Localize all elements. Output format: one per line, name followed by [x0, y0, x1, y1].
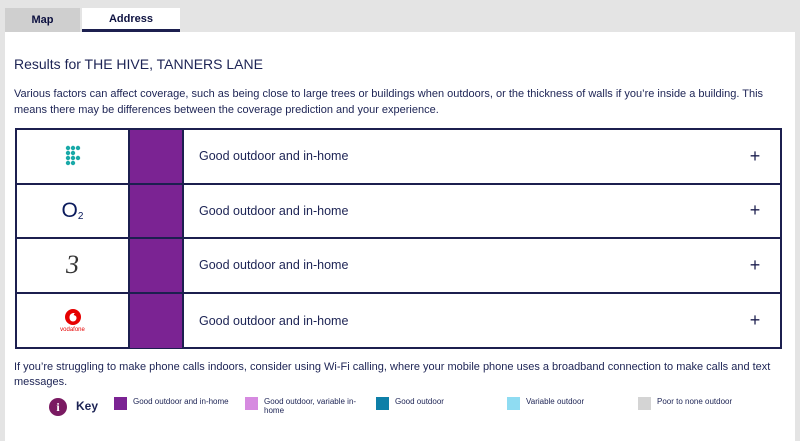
expand-plus-icon[interactable]: + [749, 200, 761, 221]
tab-address[interactable]: Address [82, 8, 180, 32]
network-row-vodafone[interactable] [17, 294, 780, 349]
coverage-swatch [130, 239, 184, 292]
expand-plus-icon[interactable]: + [749, 310, 761, 331]
legend-item [376, 397, 495, 410]
coverage-swatch [130, 130, 184, 183]
legend-label: Good outdoor and in-home [133, 397, 229, 406]
intro-text: Various factors can affect coverage, such as being close to large trees or buildings when outdoors, or the thickness of walls if you’re inside a building. This means there may be differences between the coverage prediction and your experience. [14, 88, 764, 116]
three-logo-icon [17, 239, 130, 292]
results-panel [5, 32, 795, 441]
legend-swatch [507, 397, 520, 410]
coverage-swatch [130, 294, 184, 349]
vodafone-wordmark: vodafone [60, 327, 85, 334]
expand-plus-icon[interactable]: + [749, 254, 761, 275]
results-title: Results for THE HIVE, TANNERS LANE [14, 56, 263, 72]
o2-logo-icon [17, 185, 130, 238]
legend-key-label: Key [76, 399, 99, 413]
legend-label: Poor to none outdoor [657, 397, 733, 406]
legend-item [507, 397, 626, 410]
o2-logo-subscript: 2 [77, 211, 84, 223]
expand-plus-icon[interactable]: + [749, 145, 761, 166]
legend-swatch [638, 397, 651, 410]
vodafone-logo-icon [17, 294, 130, 349]
tab-map[interactable]: Map [5, 8, 80, 32]
info-icon[interactable]: i [49, 398, 67, 416]
coverage-legend [49, 397, 789, 419]
legend-item [114, 397, 233, 410]
ee-logo-icon [17, 130, 130, 183]
coverage-label: Good outdoor and in-home [199, 313, 349, 328]
wifi-calling-note: If you’re struggling to make phone calls indoors, consider using Wi-Fi calling, where your mobile phone uses a broadband connection to make calls and text messages. [14, 361, 771, 388]
network-row-ee[interactable] [17, 130, 780, 185]
legend-label: Good outdoor, variable in-home [264, 397, 357, 415]
network-list [15, 128, 782, 349]
legend-item [245, 397, 364, 415]
coverage-label: Good outdoor and in-home [199, 203, 349, 218]
legend-swatch [114, 397, 127, 410]
three-logo-text: 3 [66, 250, 79, 280]
vodafone-speechmark-icon [64, 308, 82, 326]
o2-logo-text: O [61, 198, 78, 222]
network-row-three[interactable] [17, 239, 780, 294]
coverage-label: Good outdoor and in-home [199, 258, 349, 273]
network-row-o2[interactable] [17, 185, 780, 240]
coverage-label: Good outdoor and in-home [199, 149, 349, 164]
legend-label: Variable outdoor [526, 397, 585, 406]
legend-label: Good outdoor [395, 397, 444, 406]
legend-swatch [376, 397, 389, 410]
view-tabs [5, 8, 180, 32]
legend-item [638, 397, 757, 410]
coverage-swatch [130, 185, 184, 238]
legend-swatch [245, 397, 258, 410]
